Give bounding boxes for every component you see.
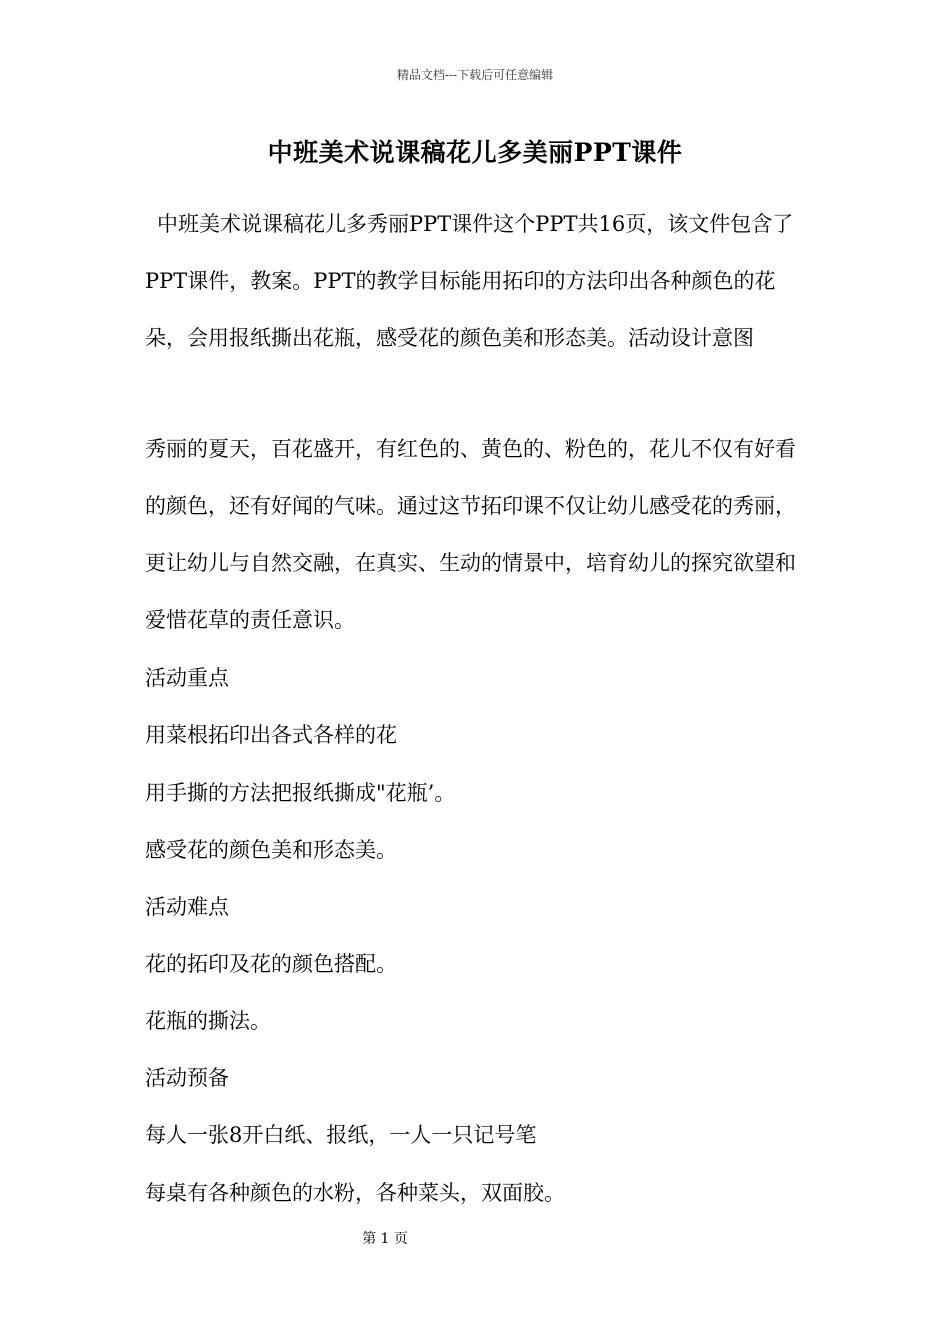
list-item: 花瓶的撕法。 [145, 1009, 271, 1033]
page-header-note: 精品文档---下载后可任意编辑 [396, 68, 554, 82]
list-item: 花的拓印及花的颜色搭配。 [145, 952, 397, 976]
section-heading-preparation: 活动预备 [145, 1066, 229, 1090]
document-title: 中班美术说课稿花儿多美丽PPT课件 [267, 138, 683, 167]
list-item: 用菜根拓印出各式各样的花 [145, 723, 397, 747]
list-item: 感受花的颜色美和形态美。 [145, 838, 397, 862]
design-purpose-paragraph: 秀丽的夏天，百花盛开，有红色的、黄色的、粉色的，花儿不仅有好看的颜色，还有好闻的气味。通过这节拓印课不仅让幼儿感受花的秀丽，更让幼儿与自然交融，在真实、生动的情景中，培育幼儿的探究欲望和爱惜花草的责任意识。 [145, 437, 796, 632]
list-item: 每人一张8开白纸、报纸，一人一只记号笔 [145, 1123, 537, 1147]
section-heading-difficulties: 活动难点 [145, 895, 229, 919]
page-number: 第 1 页 [362, 1231, 408, 1247]
section-heading-key-points: 活动重点 [145, 666, 229, 690]
intro-paragraph: 中班美术说课稿花儿多秀丽PPT课件这个PPT共16页，该文件包含了PPT课件，教案。PPT的教学目标能用拓印的方法印出各种颜色的花朵，会用报纸撕出花瓶，感受花的颜色美和形态美。活动设计意图 [145, 212, 794, 350]
list-item: 用手撕的方法把报纸撕成"花瓶’。 [145, 781, 456, 805]
list-item: 每桌有各种颜色的水粉，各种菜头，双面胶。 [145, 1181, 565, 1205]
